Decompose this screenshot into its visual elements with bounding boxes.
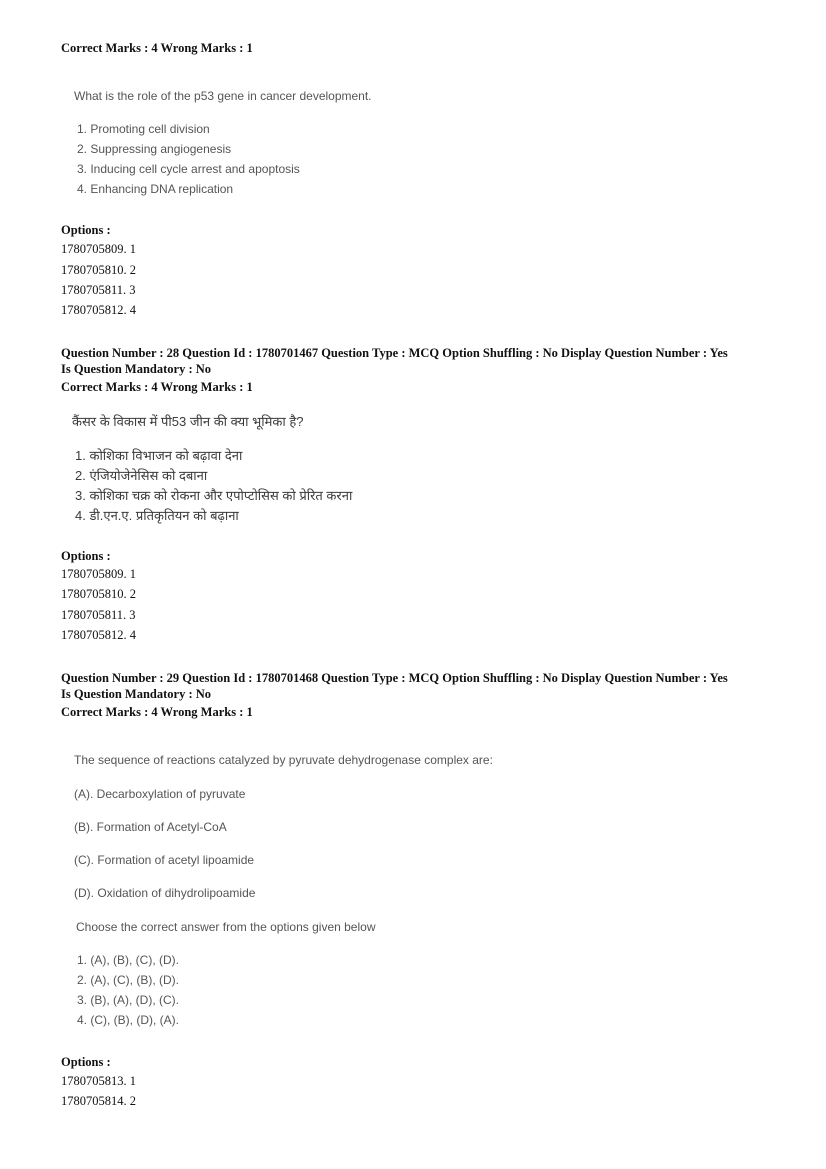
q28-options-label: Options :	[61, 549, 111, 563]
q29-options-label: Options :	[61, 1055, 111, 1069]
q28-option-3: 1780705811. 3	[61, 608, 136, 622]
q28-marks: Correct Marks : 4 Wrong Marks : 1	[61, 380, 253, 394]
q29-statement-d: (D). Oxidation of dihydrolipoamide	[74, 886, 256, 900]
q29-marks: Correct Marks : 4 Wrong Marks : 1	[61, 705, 253, 719]
q28-header: Question Number : 28 Question Id : 1780701467 Question Type : MCQ Option Shuffling : No Display Question Number : Yes	[61, 346, 728, 360]
q28-choice-2: 2. एंजियोजेनेसिस को दबाना	[75, 468, 208, 483]
q27-choice-2: 2. Suppressing angiogenesis	[77, 142, 232, 156]
q29-header: Question Number : 29 Question Id : 1780701468 Question Type : MCQ Option Shuffling : No Display Question Number : Yes	[61, 671, 728, 685]
q27-choice-1: 1. Promoting cell division	[77, 122, 210, 136]
q29-instruction: Choose the correct answer from the options given below	[76, 920, 376, 934]
q27-options-label: Options :	[61, 223, 111, 237]
q27-option-2: 1780705810. 2	[61, 263, 136, 277]
q28-option-1: 1780705809. 1	[61, 567, 136, 581]
q28-choice-4: 4. डी.एन.ए. प्रतिकृतियन को बढ़ाना	[75, 508, 239, 523]
q28-choice-1: 1. कोशिका विभाजन को बढ़ावा देना	[75, 448, 243, 463]
q28-option-2: 1780705810. 2	[61, 587, 136, 601]
q27-option-3: 1780705811. 3	[61, 283, 136, 297]
q29-question-text: The sequence of reactions catalyzed by pyruvate dehydrogenase complex are:	[74, 753, 493, 767]
q27-option-4: 1780705812. 4	[61, 303, 136, 317]
q29-choice-3: 3. (B), (A), (D), (C).	[77, 993, 179, 1007]
q29-choice-4: 4. (C), (B), (D), (A).	[77, 1013, 179, 1027]
q29-choice-2: 2. (A), (C), (B), (D).	[77, 973, 179, 987]
q27-choice-4: 4. Enhancing DNA replication	[77, 182, 234, 196]
q29-choice-1: 1. (A), (B), (C), (D).	[77, 953, 179, 967]
q28-question-text: कैंसर के विकास में पी53 जीन की क्या भूमिका है?	[72, 414, 304, 429]
q29-mandatory: Is Question Mandatory : No	[61, 687, 212, 701]
q29-statement-a: (A). Decarboxylation of pyruvate	[74, 787, 246, 801]
q28-mandatory: Is Question Mandatory : No	[61, 362, 212, 376]
q29-option-1: 1780705813. 1	[61, 1074, 136, 1088]
q29-statement-b: (B). Formation of Acetyl-CoA	[74, 820, 227, 834]
q27-question-text: What is the role of the p53 gene in cancer development.	[74, 89, 372, 103]
q27-marks: Correct Marks : 4 Wrong Marks : 1	[61, 41, 253, 55]
q29-statement-c: (C). Formation of acetyl lipoamide	[74, 853, 255, 867]
q27-option-1: 1780705809. 1	[61, 242, 136, 256]
q29-option-2: 1780705814. 2	[61, 1094, 136, 1108]
q28-choice-3: 3. कोशिका चक्र को रोकना और एपोप्टोसिस को प्रेरित करना	[75, 488, 353, 503]
q28-option-4: 1780705812. 4	[61, 628, 136, 642]
q27-choice-3: 3. Inducing cell cycle arrest and apoptosis	[77, 162, 300, 176]
